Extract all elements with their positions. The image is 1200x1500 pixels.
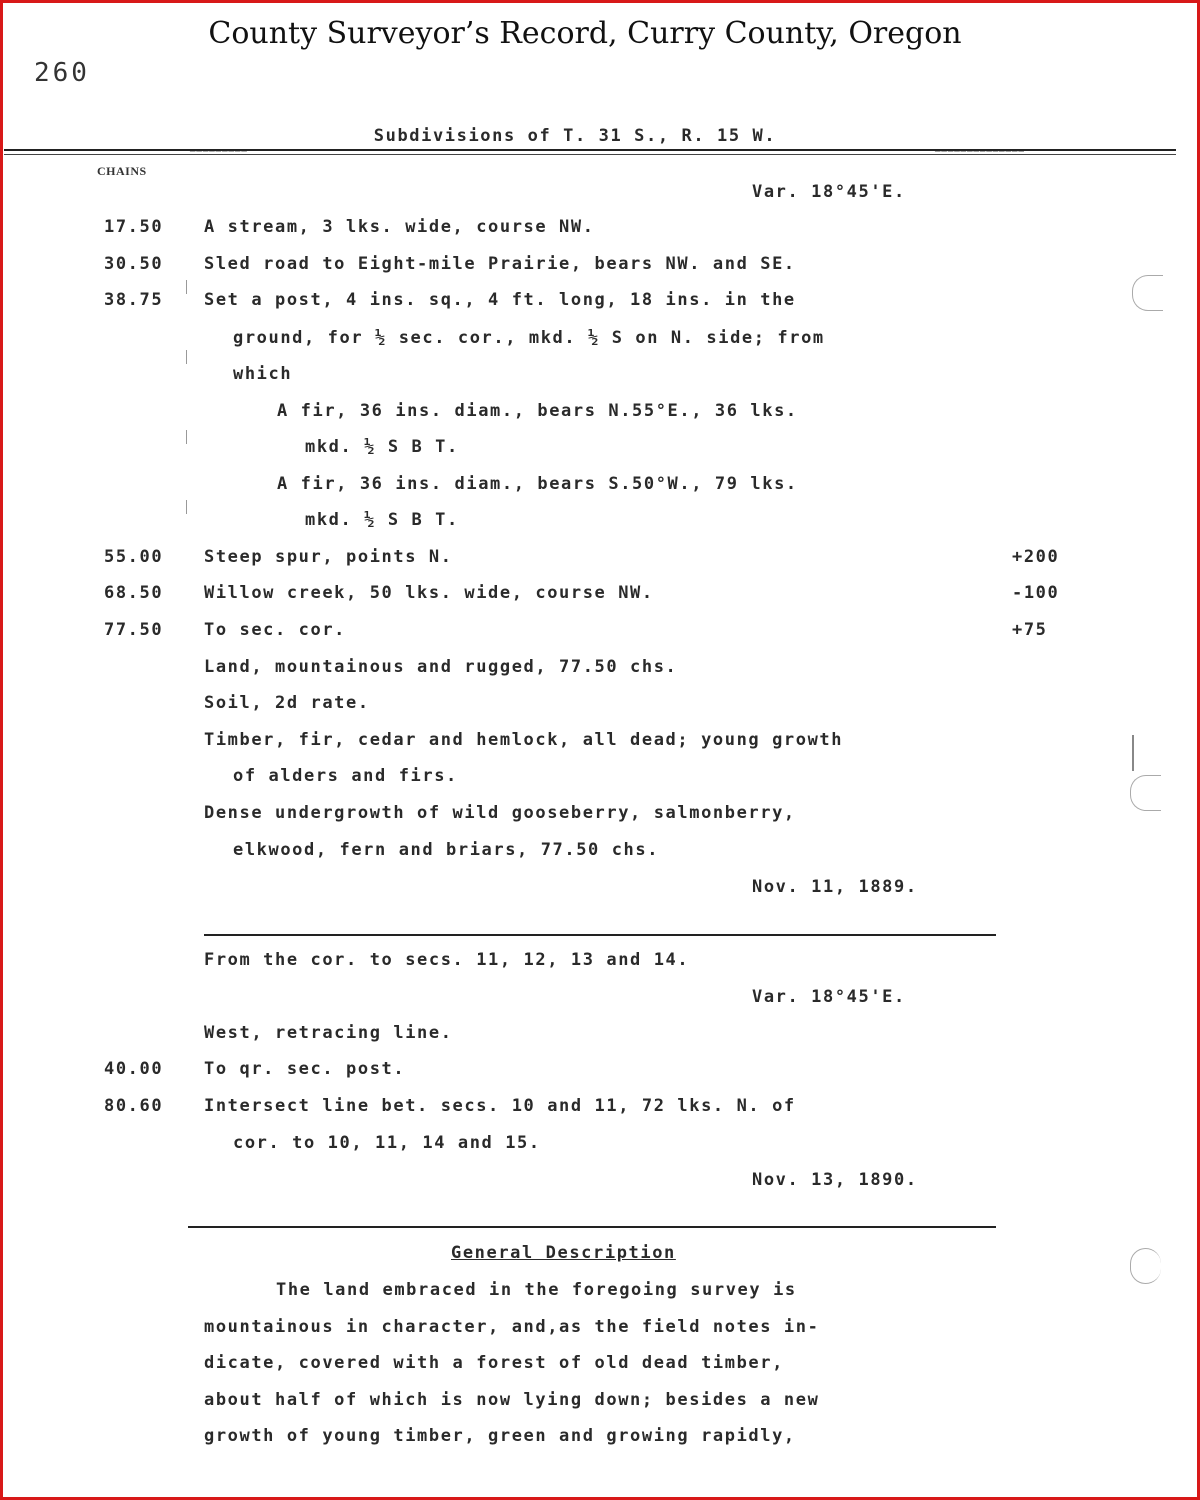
chains-value: 55.00 (104, 547, 164, 567)
variation-note: Var. 18°45'E. (752, 182, 906, 202)
chains-value: 38.75 (104, 290, 164, 310)
note-line: A stream, 3 lks. wide, course NW. (204, 217, 595, 237)
bearing-tree-line: A fir, 36 ins. diam., bears N.55°E., 36 lks. (277, 401, 798, 421)
note-line: Sled road to Eight-mile Prairie, bears NW. and SE. (204, 254, 796, 274)
entry-date: Nov. 13, 1890. (752, 1170, 918, 1190)
note-line: Timber, fir, cedar and hemlock, all dead; young growth (204, 730, 844, 750)
note-line: of alders and firs. (233, 766, 458, 786)
description-line: The land embraced in the foregoing survey is (276, 1280, 797, 1300)
note-line: Steep spur, points N. (204, 547, 453, 567)
note-line: Dense undergrowth of wild gooseberry, salmonberry, (204, 803, 796, 823)
page-number: 260 (34, 58, 90, 88)
record-title: County Surveyor’s Record, Curry County, Oregon (208, 16, 962, 51)
section-subtitle: Subdivisions of T. 31 S., R. 15 W. (373, 126, 777, 146)
note-line: Willow creek, 50 lks. wide, course NW. (204, 583, 654, 603)
note-line: West, retracing line. (204, 1023, 453, 1043)
chains-value: 80.60 (104, 1096, 164, 1116)
general-description-heading: General Description (451, 1243, 676, 1263)
note-line: elkwood, fern and briars, 77.50 chs. (233, 840, 660, 860)
note-line: To sec. cor. (204, 620, 347, 640)
description-line: mountainous in character, and,as the field notes in- (204, 1317, 820, 1337)
note-line: To qr. sec. post. (204, 1059, 406, 1079)
note-line: Set a post, 4 ins. sq., 4 ft. long, 18 ins. in the (204, 290, 796, 310)
bearing-tree-mark: mkd. ½ S B T. (305, 510, 459, 530)
description-line: about half of which is now lying down; besides a new (204, 1390, 820, 1410)
bearing-tree-mark: mkd. ½ S B T. (305, 437, 459, 457)
chains-column-label: CHAINS (97, 164, 147, 178)
chains-value: 30.50 (104, 254, 164, 274)
elevation-value: +75 (1012, 620, 1048, 640)
note-line: cor. to 10, 11, 14 and 15. (233, 1133, 541, 1153)
bearing-tree-line: A fir, 36 ins. diam., bears S.50°W., 79 lks. (277, 474, 798, 494)
chains-value: 77.50 (104, 620, 164, 640)
faint-header-mark-left: ━━━━━━━━━ (190, 146, 248, 156)
chains-value: 40.00 (104, 1059, 164, 1079)
note-line: Intersect line bet. secs. 10 and 11, 72 lks. N. of (204, 1096, 796, 1116)
description-line: growth of young timber, green and growing rapidly, (204, 1426, 796, 1446)
variation-note: Var. 18°45'E. (752, 987, 906, 1007)
note-line: which (233, 364, 293, 384)
faint-header-mark-right: ━━━━━━━━━━━━━━ (935, 146, 1025, 156)
entry-date: Nov. 11, 1889. (752, 877, 918, 897)
note-line: Soil, 2d rate. (204, 693, 370, 713)
chains-value: 68.50 (104, 583, 164, 603)
note-line: Land, mountainous and rugged, 77.50 chs. (204, 657, 678, 677)
chains-value: 17.50 (104, 217, 164, 237)
elevation-value: +200 (1012, 547, 1060, 567)
note-line: ground, for ½ sec. cor., mkd. ½ S on N. side; from (233, 328, 825, 348)
entry-heading: From the cor. to secs. 11, 12, 13 and 14. (204, 950, 690, 970)
elevation-value: -100 (1012, 583, 1060, 603)
description-line: dicate, covered with a forest of old dead timber, (204, 1353, 784, 1373)
